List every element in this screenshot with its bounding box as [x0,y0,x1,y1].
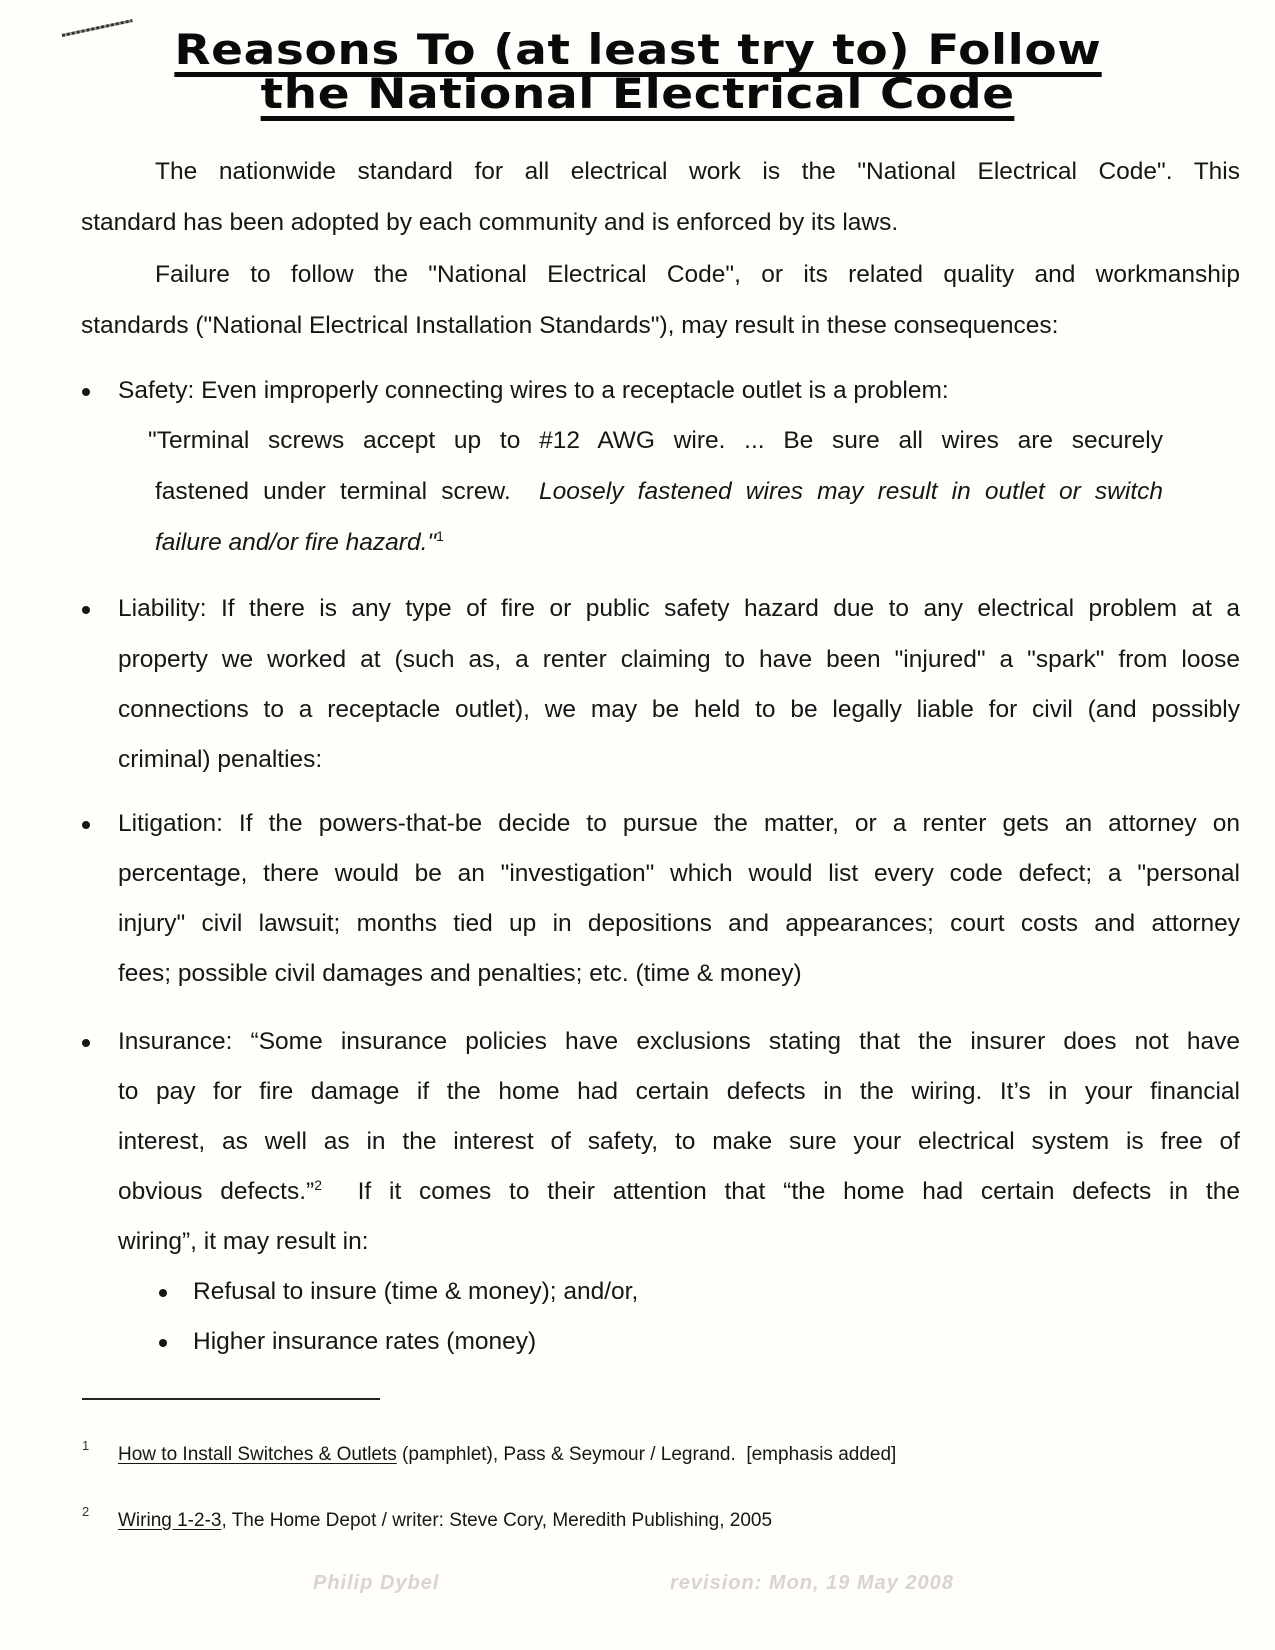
footnote-number-2: 2 [82,1504,90,1519]
intro-p2-line-2: standards ("National Electrical Installation Standards"), may result in these consequences: [81,312,1059,339]
liability-line-3: connections to a receptacle outlet), we may be held to be legally liable for civil (and possibly [118,696,1240,723]
footer-revision: revision: Mon, 19 May 2008 [670,1572,954,1594]
bullet-icon [82,1039,90,1047]
title-text-1: Reasons To (at least try to) Follow [174,28,1101,77]
intro-p2-line-1: Failure to follow the "National Electrical Code", or its related quality and workmanship [155,261,1240,288]
intro-p1-line-1: The nationwide standard for all electrical work is the "National Electrical Code". This [155,158,1240,185]
liability-line-1: Liability: If there is any type of fire or public safety hazard due to any electrical problem at a [118,595,1240,622]
insurance-line-4 [118,1177,1240,1207]
safety-quote-line-3 [155,528,1055,558]
quote-italic-end: failure and/or fire hazard." [155,529,437,556]
footnote-1-rest: (pamphlet), Pass & Seymour / Legrand. [emphasis added] [396,1444,897,1465]
litigation-line-1: Litigation: If the powers-that-be decide to pursue the matter, or a renter gets an attorney on [118,810,1240,837]
litigation-line-4: fees; possible civil damages and penalties; etc. (time & money) [118,960,802,987]
insurance-line-5: wiring”, it may result in: [118,1228,369,1255]
intro-p1-line-2: standard has been adopted by each community and is enforced by its laws. [81,209,899,236]
bullet-icon [82,388,90,396]
litigation-line-2: percentage, there would be an "investigation" which would list every code defect; a "personal [118,860,1240,887]
page-title-line-2 [0,69,1275,121]
footnote-1-title-link[interactable]: How to Install Switches & Outlets [118,1444,397,1465]
bullet-icon [82,606,90,614]
footnote-number-1: 1 [82,1438,90,1453]
insurance-line-1: Insurance: “Some insurance policies have exclusions stating that the insurer does not have [118,1028,1240,1055]
sub-bullet-icon [159,1289,167,1297]
footer-author: Philip Dybel [313,1572,440,1594]
insurance-line-2: to pay for fire damage if the home had certain defects in the wiring. It’s in your financial [118,1078,1240,1105]
footnote-ref-2[interactable]: 2 [314,1176,322,1193]
sub-bullet-icon [159,1339,167,1347]
quote-plain: fastened under terminal screw. [155,478,540,505]
safety-line-1: Safety: Even improperly connecting wires to a receptacle outlet is a problem: [118,377,949,404]
liability-line-2: property we worked at (such as, a renter claiming to have been "injured" a "spark" from loose [118,646,1240,673]
footnote-2 [118,1509,772,1533]
footnote-2-title-link[interactable]: Wiring 1-2-3 [118,1510,222,1531]
insurance-quote-end: obvious defects.” [118,1178,315,1205]
sub-bullet-refusal: Refusal to insure (time & money); and/or, [193,1278,639,1305]
safety-quote-line-2 [155,477,1163,507]
insurance-line-3: interest, as well as in the interest of safety, to make sure your electrical system is free of [118,1128,1240,1155]
footnote-ref-1[interactable]: 1 [436,527,444,544]
bullet-icon [82,821,90,829]
safety-quote-line-1: "Terminal screws accept up to #12 AWG wire. ... Be sure all wires are securely [148,427,1163,454]
footnote-separator [82,1398,380,1400]
litigation-line-3: injury" civil lawsuit; months tied up in depositions and appearances; court costs and attorney [118,910,1240,937]
liability-line-4: criminal) penalties: [118,746,323,773]
insurance-line-4-rest: If it comes to their attention that “the home had certain defects in the [322,1178,1240,1205]
footnote-2-rest: , The Home Depot / writer: Steve Cory, Meredith Publishing, 2005 [221,1510,773,1531]
footnote-1 [118,1443,896,1467]
sub-bullet-higher-rates: Higher insurance rates (money) [193,1328,537,1355]
title-text-2: the National Electrical Code [260,72,1014,121]
quote-italic: Loosely fastened wires may result in outlet or switch [539,478,1163,505]
